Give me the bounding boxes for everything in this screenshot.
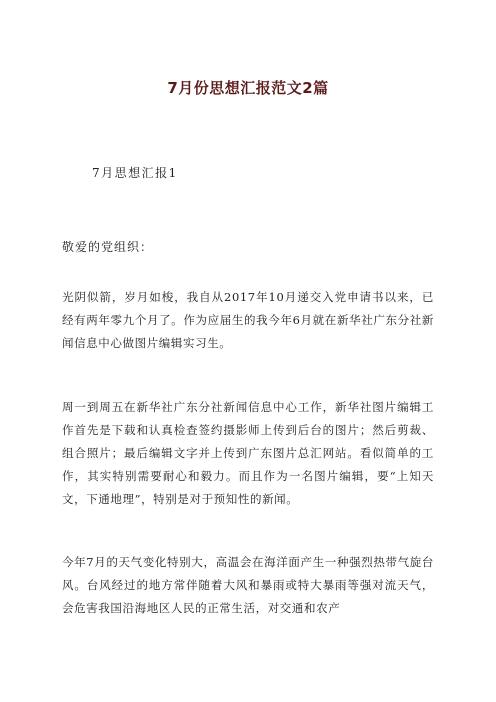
paragraph: 光阴似箭，岁月如梭，我自从2017年10月递交入党申请书以来，已经有两年零九个月了。作为应届生的我今年6月就在新华社广东分社新闻信息中心做图片编辑实习生。 [62, 290, 434, 350]
paragraph: 今年7月的天气变化特别大，高温会在海洋面产生一种强烈热带气旋台风。台风经过的地方常伴随着大风和暴雨或特大暴雨等强对流天气，会危害我国沿海地区人民的正常生活，对交通和农产 [62, 555, 434, 615]
salutation: 敬爱的党组织： [62, 240, 154, 254]
section-subtitle: 7月思想汇报1 [92, 166, 178, 180]
document-title: 7月份思想汇报范文2篇 [167, 79, 329, 97]
paragraph: 周一到周五在新华社广东分社新闻信息中心工作，新华社图片编辑工作首先是下载和认真检查签约摄影师上传到后台的图片；然后剪裁、组合照片；最后编辑文字并上传到广东图片总汇网站。看似简单的工作，其实特别需要耐心和毅力。而且作为一名图片编辑，要“上知天文，下通地理”，特别是对于预知性的新闻。 [62, 400, 434, 506]
